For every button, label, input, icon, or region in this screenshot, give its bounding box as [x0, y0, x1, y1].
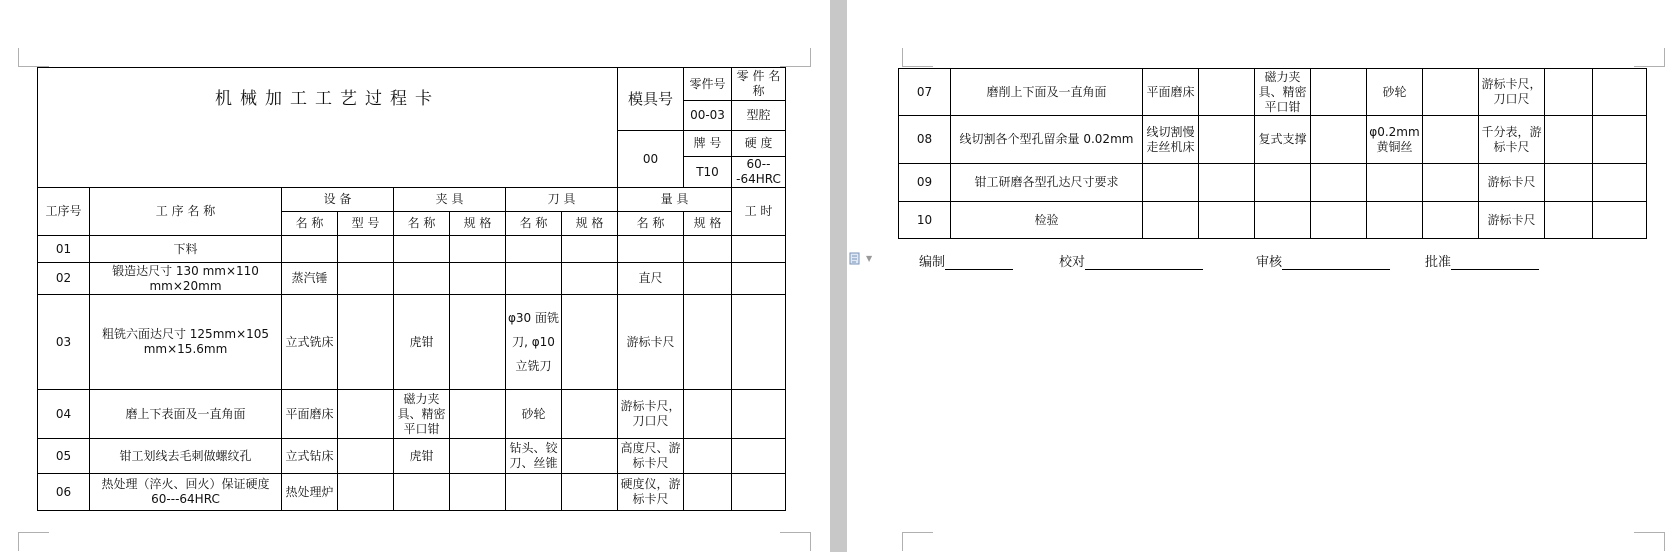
step-name: 锻造达尺寸 130 mm×110 mm×20mm: [90, 263, 282, 295]
margin-mark: [780, 48, 811, 67]
margin-mark: [902, 532, 933, 551]
step-no: 04: [38, 390, 90, 439]
table-cell: [1311, 69, 1367, 116]
step-name: 检验: [951, 202, 1143, 239]
table-cell: [1423, 202, 1479, 239]
table-cell: [1593, 202, 1647, 239]
gauge-name: 硬度仪，游标卡尺: [618, 474, 684, 511]
table-row: [38, 236, 786, 263]
header-fixture-spec: 规 格: [450, 212, 506, 236]
step-name: 线切割各个型孔留余量 0.02mm: [951, 116, 1143, 164]
tool-name: 砂轮: [506, 390, 562, 439]
table-row: [899, 164, 1647, 202]
tool-name: 砂轮: [1367, 69, 1423, 116]
table-cell: [732, 295, 786, 390]
hardness-label: 硬 度: [732, 131, 786, 157]
table-row: [38, 295, 786, 390]
step-no: 10: [899, 202, 951, 239]
header-equip-name: 名 称: [282, 212, 338, 236]
process-card-table-page2: [898, 68, 1647, 239]
chevron-down-icon[interactable]: ▼: [866, 254, 873, 263]
table-cell: [1593, 164, 1647, 202]
fixture-name: 虎钳: [394, 295, 450, 390]
step-name: 钳工研磨各型孔达尺寸要求: [951, 164, 1143, 202]
table-cell: [562, 439, 618, 474]
tool-name: φ30 面铣刀, φ10 立铣刀: [506, 295, 562, 390]
document-page-2: [847, 0, 1679, 552]
header-equip-model: 型 号: [338, 212, 394, 236]
table-cell: [732, 439, 786, 474]
table-cell: [1199, 116, 1255, 164]
table-cell: [1593, 69, 1647, 116]
tool-name: [506, 474, 562, 511]
table-cell: [338, 439, 394, 474]
table-row: [899, 116, 1647, 164]
fixture-name: [394, 474, 450, 511]
tool-name: [1367, 164, 1423, 202]
step-name: 磨削上下面及一直角面: [951, 69, 1143, 116]
tool-name: [506, 236, 562, 263]
table-cell: [562, 390, 618, 439]
table-cell: [1311, 202, 1367, 239]
table-row: [38, 263, 786, 295]
header-gauge-spec: 规 格: [684, 212, 732, 236]
table-cell: [732, 390, 786, 439]
fixture-name: 磁力夹具、精密平口钳: [394, 390, 450, 439]
header-step-no: 工序号: [38, 188, 90, 236]
table-cell: [1545, 164, 1593, 202]
signoff-compile-label: 编制: [919, 255, 946, 270]
gauge-name: 游标卡尺: [1479, 202, 1545, 239]
table-row: [899, 69, 1647, 116]
hardness: 60---64HRC: [732, 157, 786, 188]
header-fixture: 夹 具: [394, 188, 506, 212]
header-gauge: 量 具: [618, 188, 732, 212]
gauge-name: [618, 236, 684, 263]
table-cell: [338, 474, 394, 511]
tool-name: [1367, 202, 1423, 239]
signoff-proofread-line: [1085, 255, 1203, 270]
table-cell: [562, 236, 618, 263]
table-cell: [1545, 116, 1593, 164]
table-cell: [732, 474, 786, 511]
table-cell: [684, 263, 732, 295]
signoff-proofread-label: 校对: [1059, 255, 1086, 270]
equip-name: 平面磨床: [1143, 69, 1199, 116]
table-cell: [1199, 69, 1255, 116]
equip-name: 平面磨床: [282, 390, 338, 439]
table-cell: [562, 474, 618, 511]
table-cell: [1311, 164, 1367, 202]
table-cell: [450, 236, 506, 263]
step-no: 09: [899, 164, 951, 202]
table-cell: [684, 295, 732, 390]
table-cell: [338, 263, 394, 295]
grade-label: 牌 号: [684, 131, 732, 157]
table-cell: [1545, 69, 1593, 116]
part-no-label: 零件号: [684, 68, 732, 101]
table-cell: [1545, 202, 1593, 239]
signoff-review-label: 审核: [1256, 255, 1283, 270]
gauge-name: 游标卡尺: [618, 295, 684, 390]
signoff-approve-line: [1451, 255, 1539, 270]
step-name: 粗铣六面达尺寸 125mm×105 mm×15.6mm: [90, 295, 282, 390]
equip-name: [1143, 202, 1199, 239]
fixture-name: [1255, 164, 1311, 202]
signoff-review: [1256, 251, 1390, 270]
step-no: 02: [38, 263, 90, 295]
header-tool-name: 名 称: [506, 212, 562, 236]
signoff-compile-line: [945, 255, 1013, 270]
table-cell: [1423, 116, 1479, 164]
table-cell: [684, 474, 732, 511]
table-cell: [562, 295, 618, 390]
gauge-name: 游标卡尺，刀口尺: [1479, 69, 1545, 116]
table-row: [38, 439, 786, 474]
part-name: 型腔: [732, 101, 786, 131]
equip-name: 立式钻床: [282, 439, 338, 474]
table-cell: [684, 439, 732, 474]
step-no: 05: [38, 439, 90, 474]
gauge-name: 高度尺、游标卡尺: [618, 439, 684, 474]
table-cell: [338, 295, 394, 390]
table-row: [38, 474, 786, 511]
table-cell: [732, 236, 786, 263]
header-tool-spec: 规 格: [562, 212, 618, 236]
signoff-proofread: [1059, 251, 1203, 270]
header-gauge-name: 名 称: [618, 212, 684, 236]
table-cell: [684, 236, 732, 263]
page-gutter: [830, 0, 847, 552]
table-cell: [732, 263, 786, 295]
fixture-name: 复式支撑: [1255, 116, 1311, 164]
step-name: 热处理（淬火、回火）保证硬度 60---64HRC: [90, 474, 282, 511]
fixture-name: 虎钳: [394, 439, 450, 474]
signoff-compile: [919, 251, 1013, 270]
step-no: 08: [899, 116, 951, 164]
equip-name: 线切割慢走丝机床: [1143, 116, 1199, 164]
header-equipment: 设 备: [282, 188, 394, 212]
document-page-1: [0, 0, 830, 552]
gauge-name: 游标卡尺: [1479, 164, 1545, 202]
table-cell: [1423, 164, 1479, 202]
table-cell: [1199, 164, 1255, 202]
tool-name: 钻头、铰刀、丝锥: [506, 439, 562, 474]
header-tool: 刀 具: [506, 188, 618, 212]
step-no: 03: [38, 295, 90, 390]
grade: T10: [684, 157, 732, 188]
table-cell: [684, 390, 732, 439]
tool-name: φ0.2mm 黄铜丝: [1367, 116, 1423, 164]
header-hours: 工 时: [732, 188, 786, 236]
table-cell: [338, 236, 394, 263]
equip-name: [282, 236, 338, 263]
part-no: 00-03: [684, 101, 732, 131]
gauge-name: 游标卡尺，刀口尺: [618, 390, 684, 439]
step-name: 钳工划线去毛刺做螺纹孔: [90, 439, 282, 474]
process-card-table-page1: [37, 67, 786, 511]
table-cell: [450, 474, 506, 511]
table-cell: [450, 390, 506, 439]
step-no: 07: [899, 69, 951, 116]
table-cell: [1199, 202, 1255, 239]
fixture-name: [394, 263, 450, 295]
table-cell: [450, 295, 506, 390]
mold-no: 00: [618, 131, 684, 188]
table-row: [899, 202, 1647, 239]
title-spacer: [38, 131, 618, 188]
equip-name: 热处理炉: [282, 474, 338, 511]
card-title: 机械加工工艺过程卡: [38, 68, 618, 131]
part-name-label: 零 件 名 称: [732, 68, 786, 101]
step-no: 06: [38, 474, 90, 511]
equip-name: 蒸汽锤: [282, 263, 338, 295]
signoff-approve-label: 批准: [1425, 255, 1452, 270]
header-fixture-name: 名 称: [394, 212, 450, 236]
mold-no-label: 模具号: [618, 68, 684, 131]
table-cell: [562, 263, 618, 295]
step-no: 01: [38, 236, 90, 263]
fixture-name: [394, 236, 450, 263]
fixture-name: 磁力夹具、精密平口钳: [1255, 69, 1311, 116]
margin-mark: [18, 48, 49, 67]
margin-mark: [1634, 48, 1665, 67]
header-step-name: 工 序 名 称: [90, 188, 282, 236]
table-row: [38, 390, 786, 439]
gauge-name: 直尺: [618, 263, 684, 295]
table-cell: [1311, 116, 1367, 164]
paste-options-icon[interactable]: [849, 252, 861, 265]
margin-mark: [780, 532, 811, 551]
step-name: 磨上下表面及一直角面: [90, 390, 282, 439]
equip-name: [1143, 164, 1199, 202]
table-cell: [450, 439, 506, 474]
table-cell: [1423, 69, 1479, 116]
table-cell: [450, 263, 506, 295]
step-name: 下料: [90, 236, 282, 263]
gauge-name: 千分表，游标卡尺: [1479, 116, 1545, 164]
signoff-approve: [1425, 251, 1539, 270]
equip-name: 立式铣床: [282, 295, 338, 390]
tool-name: [506, 263, 562, 295]
table-cell: [1593, 116, 1647, 164]
fixture-name: [1255, 202, 1311, 239]
table-cell: [338, 390, 394, 439]
margin-mark: [18, 532, 49, 551]
margin-mark: [1634, 532, 1665, 551]
margin-mark: [902, 48, 933, 67]
signoff-review-line: [1282, 255, 1390, 270]
